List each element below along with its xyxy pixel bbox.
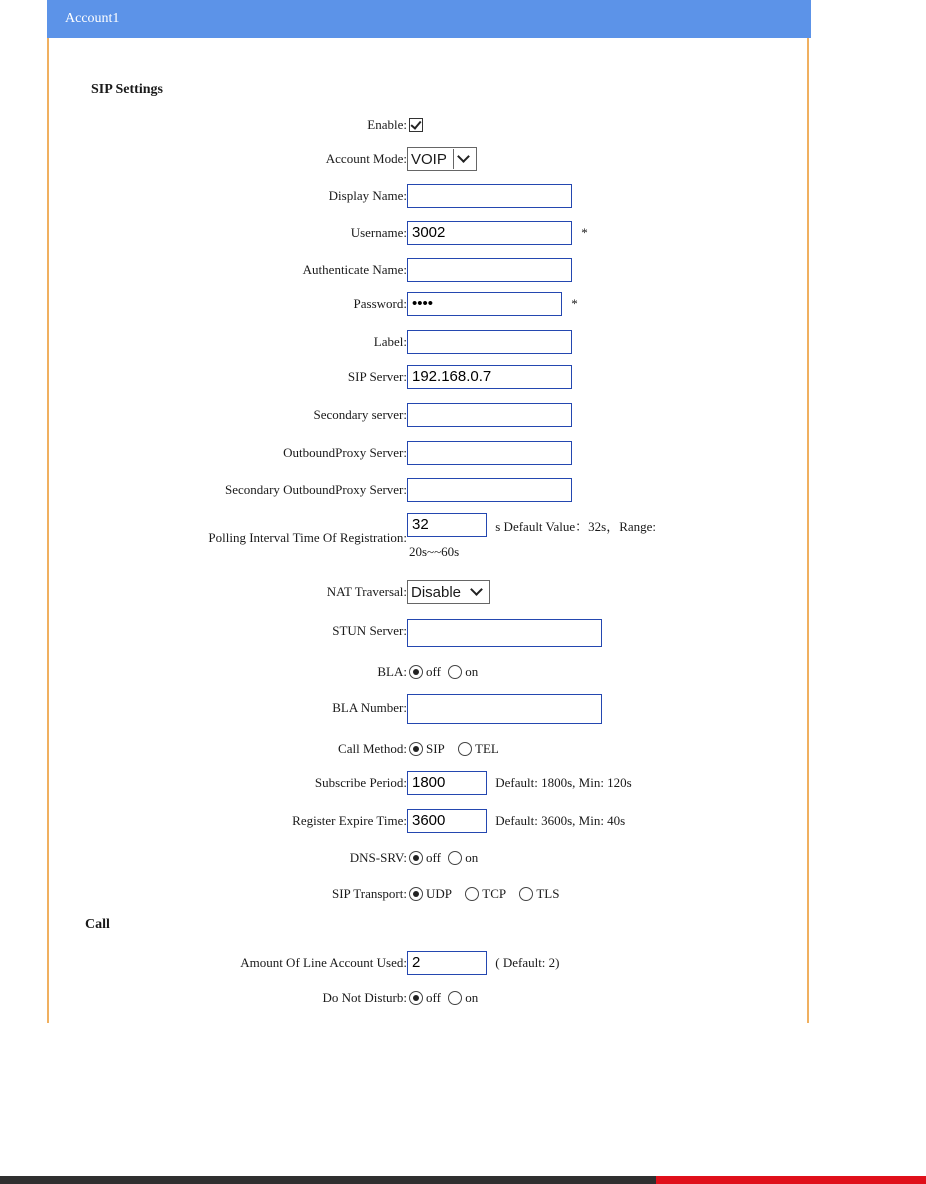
dnd-off-label: off xyxy=(426,990,441,1006)
transport-udp-label: UDP xyxy=(426,886,453,902)
dns-on-label: on xyxy=(465,850,479,866)
sip-server-label: SIP Server: xyxy=(347,369,407,384)
password-row xyxy=(49,290,807,318)
sip-server-input[interactable]: 192.168.0.7 xyxy=(407,365,572,389)
call-method-sip-radio[interactable] xyxy=(409,742,423,756)
outbound-proxy-label: OutboundProxy Server: xyxy=(283,445,407,460)
sip-settings-title: SIP Settings xyxy=(91,82,163,97)
line-account-label: Amount Of Line Account Used: xyxy=(240,955,407,970)
subscribe-input[interactable]: 1800 xyxy=(407,771,487,795)
account-mode-label: Account Mode: xyxy=(325,151,407,166)
bla-on-label: on xyxy=(465,664,479,680)
chevron-down-icon xyxy=(453,149,476,169)
enable-row xyxy=(49,111,807,139)
line-account-row xyxy=(49,949,807,977)
subscribe-hint: Default: 1800s, Min: 120s xyxy=(495,775,632,790)
bla-off-label: off xyxy=(426,664,441,680)
label-input[interactable] xyxy=(407,330,572,354)
dnd-row xyxy=(49,984,807,1012)
display-name-label: Display Name: xyxy=(328,188,407,203)
transport-label: SIP Transport: xyxy=(331,886,407,901)
required-mark: * xyxy=(581,225,588,240)
transport-row xyxy=(49,880,807,908)
bla-number-label: BLA Number: xyxy=(332,700,407,715)
bla-number-row xyxy=(49,692,807,720)
required-mark: * xyxy=(571,296,578,311)
enable-checkbox[interactable] xyxy=(409,118,423,132)
transport-udp-radio[interactable] xyxy=(409,887,423,901)
nat-select[interactable] xyxy=(407,580,490,604)
transport-tls-label: TLS xyxy=(536,886,560,902)
panel-header xyxy=(47,0,811,38)
dns-on-radio[interactable] xyxy=(448,851,462,865)
username-label: Username: xyxy=(350,225,407,240)
dns-row xyxy=(49,844,807,872)
dnd-label: Do Not Disturb: xyxy=(322,990,407,1005)
outbound-proxy-row xyxy=(49,439,807,467)
bla-row xyxy=(49,658,807,686)
bla-label: BLA: xyxy=(377,664,407,679)
transport-tls-radio[interactable] xyxy=(519,887,533,901)
call-method-sip-label: SIP xyxy=(426,741,445,757)
secondary-outbound-input[interactable] xyxy=(407,478,572,502)
auth-name-input[interactable] xyxy=(407,258,572,282)
outbound-proxy-input[interactable] xyxy=(407,441,572,465)
transport-tcp-radio[interactable] xyxy=(465,887,479,901)
dns-off-radio[interactable] xyxy=(409,851,423,865)
username-input[interactable]: 3002 xyxy=(407,221,572,245)
label-label: Label: xyxy=(373,334,407,349)
call-method-tel-label: TEL xyxy=(475,741,499,757)
dns-label: DNS-SRV: xyxy=(349,850,407,865)
polling-input[interactable]: 32 xyxy=(407,513,487,537)
bla-on-radio[interactable] xyxy=(448,665,462,679)
username-row xyxy=(49,219,807,247)
polling-label: Polling Interval Time Of Registration: xyxy=(208,530,407,545)
dnd-on-radio[interactable] xyxy=(448,991,462,1005)
stun-label: STUN Server: xyxy=(332,623,407,638)
secondary-server-row xyxy=(49,401,807,429)
auth-name-row xyxy=(49,256,807,284)
display-name-input[interactable] xyxy=(407,184,572,208)
chevron-down-icon xyxy=(467,582,489,602)
call-section-title: Call xyxy=(85,917,110,932)
line-account-hint: ( Default: 2) xyxy=(495,955,560,970)
auth-name-label: Authenticate Name: xyxy=(302,262,407,277)
register-hint: Default: 3600s, Min: 40s xyxy=(495,813,626,828)
subscribe-row xyxy=(49,769,807,797)
polling-range-hint: 20s~~60s xyxy=(409,544,460,559)
bla-off-radio[interactable] xyxy=(409,665,423,679)
enable-label: Enable: xyxy=(367,117,407,132)
polling-row xyxy=(49,511,807,563)
bla-number-input[interactable] xyxy=(407,694,602,724)
sip-server-row xyxy=(49,363,807,391)
transport-tcp-label: TCP xyxy=(482,886,507,902)
stun-input[interactable] xyxy=(407,619,602,647)
call-method-row xyxy=(49,735,807,763)
polling-hint: s Default Value：32s，Range: xyxy=(495,518,657,534)
password-input[interactable]: •••• xyxy=(407,292,562,316)
call-method-label: Call Method: xyxy=(338,741,407,756)
dns-off-label: off xyxy=(426,850,441,866)
register-row xyxy=(49,807,807,835)
label-row xyxy=(49,328,807,356)
secondary-server-input[interactable] xyxy=(407,403,572,427)
secondary-server-label: Secondary server: xyxy=(313,407,407,422)
nat-value: Disable xyxy=(411,583,462,601)
display-name-row xyxy=(49,182,807,210)
account-mode-select[interactable] xyxy=(407,147,477,171)
dnd-off-radio[interactable] xyxy=(409,991,423,1005)
nat-label: NAT Traversal: xyxy=(326,584,407,599)
stun-row xyxy=(49,617,807,645)
register-label: Register Expire Time: xyxy=(292,813,407,828)
register-input[interactable]: 3600 xyxy=(407,809,487,833)
nat-row xyxy=(49,578,807,606)
account-mode-row xyxy=(49,145,807,173)
call-method-tel-radio[interactable] xyxy=(458,742,472,756)
line-account-input[interactable]: 2 xyxy=(407,951,487,975)
subscribe-label: Subscribe Period: xyxy=(314,775,407,790)
account-mode-value: VOIP xyxy=(411,150,447,168)
dnd-on-label: on xyxy=(465,990,479,1006)
panel-title: Account1 xyxy=(65,11,120,26)
footer-bar-red xyxy=(656,1176,926,1184)
password-label: Password: xyxy=(353,296,407,311)
secondary-outbound-label: Secondary OutboundProxy Server: xyxy=(225,482,407,497)
secondary-outbound-row xyxy=(49,476,807,504)
account-panel xyxy=(47,0,809,1023)
footer-bar-dark xyxy=(0,1176,656,1184)
